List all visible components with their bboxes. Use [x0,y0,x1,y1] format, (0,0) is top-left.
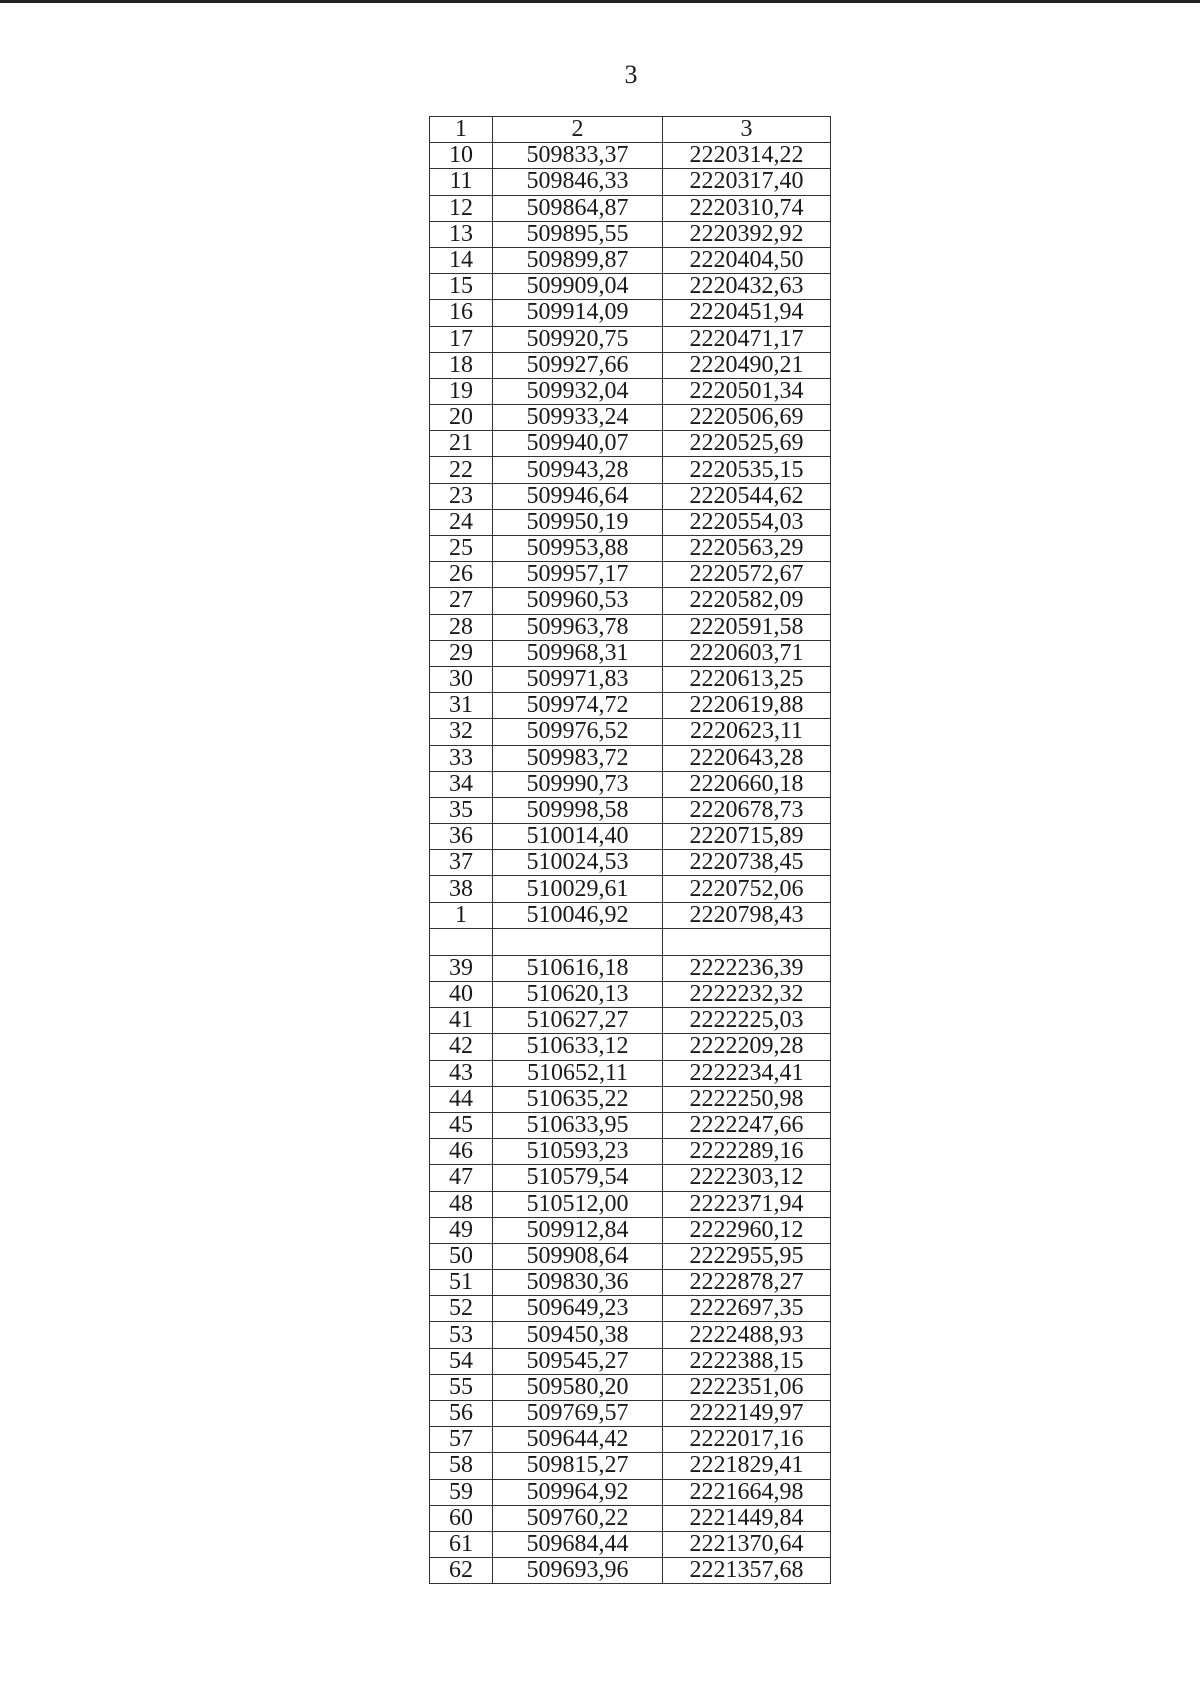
y-coordinate-cell: 2221370,64 [663,1531,831,1557]
point-number-cell: 56 [430,1401,493,1427]
y-coordinate-cell: 2220554,03 [663,509,831,535]
point-number-cell: 24 [430,509,493,535]
y-coordinate-cell: 2220591,58 [663,614,831,640]
table-row [430,326,831,352]
point-number-cell: 49 [430,1217,493,1243]
x-coordinate-cell: 509927,66 [493,352,663,378]
x-coordinate-cell: 509580,20 [493,1374,663,1400]
table-row [430,1453,831,1479]
x-coordinate-cell: 510620,13 [493,982,663,1008]
y-coordinate-cell: 2220603,71 [663,640,831,666]
table-row [430,588,831,614]
table-row [430,1086,831,1112]
table-row [430,902,831,928]
table-row [430,771,831,797]
y-coordinate-cell: 2221829,41 [663,1453,831,1479]
table-row [430,693,831,719]
y-coordinate-cell: 2220678,73 [663,797,831,823]
x-coordinate-cell: 509830,36 [493,1270,663,1296]
x-coordinate-cell: 509960,53 [493,588,663,614]
y-coordinate-cell: 2220572,67 [663,562,831,588]
column-header: 1 [430,117,493,143]
y-coordinate-cell: 2220432,63 [663,274,831,300]
table-row [430,982,831,1008]
point-number-cell: 30 [430,666,493,692]
x-coordinate-cell: 509846,33 [493,169,663,195]
point-number-cell: 35 [430,797,493,823]
y-coordinate-cell: 2220317,40 [663,169,831,195]
table-row [430,300,831,326]
table-row [430,221,831,247]
x-coordinate-cell: 510635,22 [493,1086,663,1112]
table-row [430,640,831,666]
empty-cell [430,928,493,955]
table-row [430,745,831,771]
y-coordinate-cell: 2221664,98 [663,1479,831,1505]
x-coordinate-cell: 509649,23 [493,1296,663,1322]
y-coordinate-cell: 2220535,15 [663,457,831,483]
point-number-cell: 23 [430,483,493,509]
point-number-cell: 15 [430,274,493,300]
table-row [430,1060,831,1086]
point-number-cell: 36 [430,824,493,850]
table-row [430,1427,831,1453]
point-number-cell: 50 [430,1243,493,1269]
point-number-cell: 28 [430,614,493,640]
point-number-cell: 20 [430,405,493,431]
y-coordinate-cell: 2222878,27 [663,1270,831,1296]
table-row [430,1243,831,1269]
table-row [430,1296,831,1322]
table-row [430,666,831,692]
x-coordinate-cell: 509957,17 [493,562,663,588]
y-coordinate-cell: 2220752,06 [663,876,831,902]
y-coordinate-cell: 2220525,69 [663,431,831,457]
y-coordinate-cell: 2222250,98 [663,1086,831,1112]
point-number-cell: 54 [430,1348,493,1374]
point-number-cell: 34 [430,771,493,797]
y-coordinate-cell: 2220619,88 [663,693,831,719]
point-number-cell: 51 [430,1270,493,1296]
table-row [430,1322,831,1348]
table-row [430,1401,831,1427]
table-row [430,405,831,431]
x-coordinate-cell: 510029,61 [493,876,663,902]
y-coordinate-cell: 2222351,06 [663,1374,831,1400]
y-coordinate-cell: 2220544,62 [663,483,831,509]
x-coordinate-cell: 509760,22 [493,1505,663,1531]
table-row [430,824,831,850]
y-coordinate-cell: 2222209,28 [663,1034,831,1060]
x-coordinate-cell: 509693,96 [493,1558,663,1584]
x-coordinate-cell: 509815,27 [493,1453,663,1479]
x-coordinate-cell: 509450,38 [493,1322,663,1348]
y-coordinate-cell: 2220660,18 [663,771,831,797]
table-row [430,1008,831,1034]
x-coordinate-cell: 509895,55 [493,221,663,247]
y-coordinate-cell: 2221357,68 [663,1558,831,1584]
x-coordinate-cell: 509912,84 [493,1217,663,1243]
table-row [430,614,831,640]
x-coordinate-cell: 509684,44 [493,1531,663,1557]
point-number-cell: 39 [430,955,493,981]
empty-cell [663,928,831,955]
point-number-cell: 40 [430,982,493,1008]
point-number-cell: 59 [430,1479,493,1505]
point-number-cell: 17 [430,326,493,352]
table-row [430,1348,831,1374]
table-row [430,431,831,457]
table-row [430,1034,831,1060]
table-row [430,195,831,221]
table-row [430,247,831,273]
point-number-cell: 22 [430,457,493,483]
y-coordinate-cell: 2220643,28 [663,745,831,771]
x-coordinate-cell: 510014,40 [493,824,663,850]
point-number-cell: 45 [430,1112,493,1138]
point-number-cell: 58 [430,1453,493,1479]
point-number-cell: 12 [430,195,493,221]
point-number-cell: 53 [430,1322,493,1348]
y-coordinate-cell: 2222232,32 [663,982,831,1008]
y-coordinate-cell: 2220471,17 [663,326,831,352]
table-row [430,536,831,562]
point-number-cell: 46 [430,1139,493,1165]
y-coordinate-cell: 2222225,03 [663,1008,831,1034]
x-coordinate-cell: 509971,83 [493,666,663,692]
x-coordinate-cell: 509974,72 [493,693,663,719]
table-row [430,1531,831,1557]
point-number-cell: 26 [430,562,493,588]
y-coordinate-cell: 2220715,89 [663,824,831,850]
y-coordinate-cell: 2222149,97 [663,1401,831,1427]
x-coordinate-cell: 510046,92 [493,902,663,928]
table-row [430,274,831,300]
x-coordinate-cell: 509998,58 [493,797,663,823]
y-coordinate-cell: 2222488,93 [663,1322,831,1348]
point-number-cell: 13 [430,221,493,247]
table-row [430,1139,831,1165]
point-number-cell: 1 [430,902,493,928]
separator-row [430,928,831,955]
point-number-cell: 19 [430,378,493,404]
point-number-cell: 47 [430,1165,493,1191]
point-number-cell: 21 [430,431,493,457]
x-coordinate-cell: 509920,75 [493,326,663,352]
y-coordinate-cell: 2220563,29 [663,536,831,562]
y-coordinate-cell: 2220623,11 [663,719,831,745]
x-coordinate-cell: 509932,04 [493,378,663,404]
y-coordinate-cell: 2222236,39 [663,955,831,981]
point-number-cell: 16 [430,300,493,326]
empty-cell [493,928,663,955]
y-coordinate-cell: 2220501,34 [663,378,831,404]
point-number-cell: 57 [430,1427,493,1453]
column-header: 2 [493,117,663,143]
point-number-cell: 44 [430,1086,493,1112]
coordinates-table [429,116,831,1584]
point-number-cell: 41 [430,1008,493,1034]
table-row [430,562,831,588]
point-number-cell: 62 [430,1558,493,1584]
y-coordinate-cell: 2220506,69 [663,405,831,431]
point-number-cell: 61 [430,1531,493,1557]
table-row [430,457,831,483]
table-header-row [430,117,831,143]
y-coordinate-cell: 2220582,09 [663,588,831,614]
y-coordinate-cell: 2220738,45 [663,850,831,876]
x-coordinate-cell: 510652,11 [493,1060,663,1086]
y-coordinate-cell: 2222371,94 [663,1191,831,1217]
y-coordinate-cell: 2222955,95 [663,1243,831,1269]
y-coordinate-cell: 2222960,12 [663,1217,831,1243]
page-number: 3 [624,60,638,89]
column-header: 3 [663,117,831,143]
point-number-cell: 42 [430,1034,493,1060]
table-row [430,850,831,876]
x-coordinate-cell: 510627,27 [493,1008,663,1034]
x-coordinate-cell: 509940,07 [493,431,663,457]
y-coordinate-cell: 2221449,84 [663,1505,831,1531]
y-coordinate-cell: 2220314,22 [663,143,831,169]
x-coordinate-cell: 509968,31 [493,640,663,666]
table-row [430,1270,831,1296]
point-number-cell: 52 [430,1296,493,1322]
table-row [430,1217,831,1243]
x-coordinate-cell: 509950,19 [493,509,663,535]
x-coordinate-cell: 509644,42 [493,1427,663,1453]
point-number-cell: 10 [430,143,493,169]
point-number-cell: 14 [430,247,493,273]
point-number-cell: 48 [430,1191,493,1217]
y-coordinate-cell: 2220404,50 [663,247,831,273]
point-number-cell: 18 [430,352,493,378]
x-coordinate-cell: 509983,72 [493,745,663,771]
x-coordinate-cell: 510024,53 [493,850,663,876]
table-row [430,352,831,378]
point-number-cell: 31 [430,693,493,719]
table-row [430,1165,831,1191]
x-coordinate-cell: 509963,78 [493,614,663,640]
point-number-cell: 60 [430,1505,493,1531]
scan-top-edge [0,0,1200,3]
x-coordinate-cell: 510633,95 [493,1112,663,1138]
y-coordinate-cell: 2222289,16 [663,1139,831,1165]
table-row [430,143,831,169]
x-coordinate-cell: 509990,73 [493,771,663,797]
table-row [430,876,831,902]
y-coordinate-cell: 2222234,41 [663,1060,831,1086]
table-row [430,509,831,535]
table-row [430,1479,831,1505]
x-coordinate-cell: 509769,57 [493,1401,663,1427]
point-number-cell: 11 [430,169,493,195]
x-coordinate-cell: 509953,88 [493,536,663,562]
y-coordinate-cell: 2220798,43 [663,902,831,928]
point-number-cell: 43 [430,1060,493,1086]
y-coordinate-cell: 2220451,94 [663,300,831,326]
y-coordinate-cell: 2220613,25 [663,666,831,692]
x-coordinate-cell: 509914,09 [493,300,663,326]
table-row [430,169,831,195]
x-coordinate-cell: 509864,87 [493,195,663,221]
y-coordinate-cell: 2222017,16 [663,1427,831,1453]
table-row [430,1558,831,1584]
point-number-cell: 29 [430,640,493,666]
table-row [430,1505,831,1531]
x-coordinate-cell: 510512,00 [493,1191,663,1217]
point-number-cell: 38 [430,876,493,902]
table-row [430,719,831,745]
x-coordinate-cell: 509964,92 [493,1479,663,1505]
x-coordinate-cell: 510633,12 [493,1034,663,1060]
point-number-cell: 27 [430,588,493,614]
y-coordinate-cell: 2220490,21 [663,352,831,378]
x-coordinate-cell: 509943,28 [493,457,663,483]
point-number-cell: 25 [430,536,493,562]
table-row [430,1191,831,1217]
table-row [430,797,831,823]
x-coordinate-cell: 509976,52 [493,719,663,745]
x-coordinate-cell: 509833,37 [493,143,663,169]
x-coordinate-cell: 509908,64 [493,1243,663,1269]
point-number-cell: 55 [430,1374,493,1400]
x-coordinate-cell: 509545,27 [493,1348,663,1374]
x-coordinate-cell: 510616,18 [493,955,663,981]
table-row [430,1374,831,1400]
y-coordinate-cell: 2222697,35 [663,1296,831,1322]
point-number-cell: 33 [430,745,493,771]
table-row [430,483,831,509]
y-coordinate-cell: 2222388,15 [663,1348,831,1374]
table-row [430,378,831,404]
y-coordinate-cell: 2222303,12 [663,1165,831,1191]
y-coordinate-cell: 2222247,66 [663,1112,831,1138]
table-row [430,1112,831,1138]
point-number-cell: 37 [430,850,493,876]
point-number-cell: 32 [430,719,493,745]
x-coordinate-cell: 509909,04 [493,274,663,300]
table-row [430,955,831,981]
x-coordinate-cell: 509899,87 [493,247,663,273]
x-coordinate-cell: 510579,54 [493,1165,663,1191]
x-coordinate-cell: 509933,24 [493,405,663,431]
table-body [430,143,831,1584]
x-coordinate-cell: 510593,23 [493,1139,663,1165]
y-coordinate-cell: 2220392,92 [663,221,831,247]
x-coordinate-cell: 509946,64 [493,483,663,509]
y-coordinate-cell: 2220310,74 [663,195,831,221]
